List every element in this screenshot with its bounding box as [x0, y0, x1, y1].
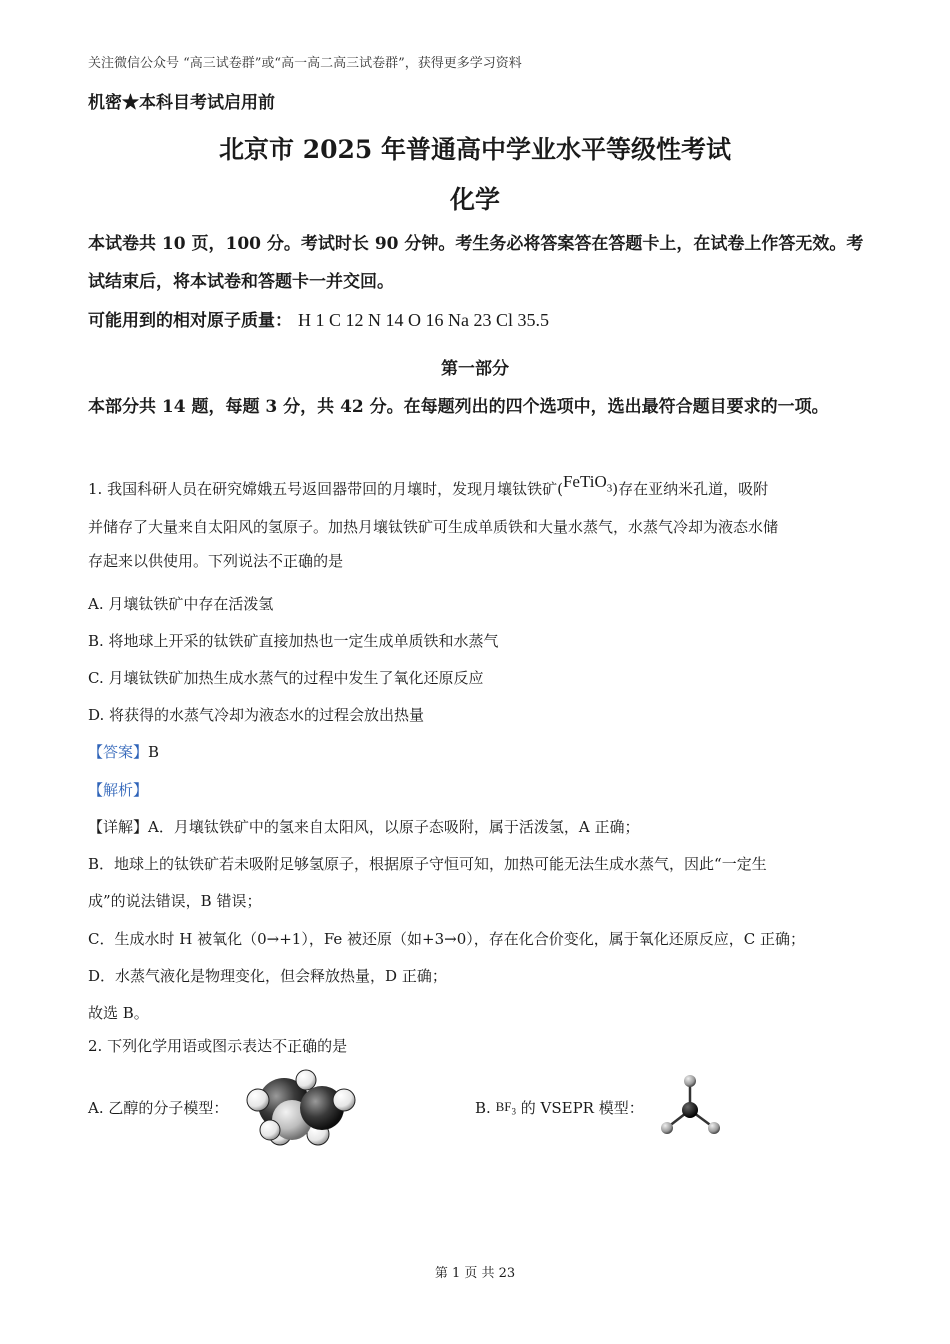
part-title: 第一部分	[441, 359, 509, 379]
q2-bf3-formula: $BF_3$	[495, 1099, 516, 1117]
q1-detail-a: 【详解】A．月壤钛铁矿中的氢来自太阳风，以原子态吸附，属于活泼氢，A 正确；	[88, 818, 640, 836]
bf3-vsepr-model-icon	[656, 1072, 726, 1142]
q1-option-a: A. 月壤钛铁矿中存在活泼氢	[88, 595, 274, 613]
emphasis-char: 不	[272, 1037, 288, 1055]
exam-title: 北京市 2025 年普通高中学业水平等级性考试	[219, 135, 731, 164]
page-footer: 第 1 页 共 23	[434, 1266, 516, 1281]
answer-label: 【答案】	[88, 743, 149, 761]
emphasis-char: 确	[298, 552, 314, 570]
atomic-masses	[88, 306, 549, 331]
q1-detail-c: C．生成水时 H 被氧化（0→+1），Fe 被还原（如+3→0），存在化合价变化，属于氧化还原反应，C 正确；	[88, 930, 806, 948]
emphasis-char: 正	[283, 552, 299, 570]
q1-conclusion: 故选 B。	[88, 1004, 149, 1022]
q1-stem-line3: 存起来以供使用。下列说法不正确的是	[88, 552, 344, 570]
q1-formula: FeTiO$_3$	[562, 472, 613, 495]
q1-answer	[88, 741, 868, 762]
q1-detail-b2: 成”的说法错误，B 错误；	[88, 892, 262, 910]
atomic-masses-label: 可能用到的相对原子质量：	[88, 311, 292, 331]
q1-stem-part: 1. 我国科研人员在研究嫦娥五号返回器带回的月壤时，发现月壤钛铁矿(	[88, 480, 563, 498]
q2-stem: 2. 下列化学用语或图示表达不正确的是	[88, 1037, 348, 1055]
analysis-label: 【解析】	[88, 781, 149, 799]
q1-stem-line2: 并储存了大量来自太阳风的氢原子。加热月壤钛铁矿可生成单质铁和大量水蒸气，水蒸气冷却为液态水储	[88, 518, 779, 536]
ethanol-model-icon	[240, 1068, 370, 1148]
q1-option-d: D. 将获得的水蒸气冷却为液态水的过程会放出热量	[88, 706, 425, 724]
answer-value: B	[148, 743, 160, 761]
part-description: 本部分共 14 题，每题 3 分，共 42 分。在每题列出的四个选项中，选出最符合题目要求的一项。	[88, 397, 829, 417]
emphasis-char: 不	[268, 552, 284, 570]
q2-option-a: A. 乙醇的分子模型：	[88, 1099, 229, 1117]
q1-option-b: B. 将地球上开采的钛铁矿直接加热也一定生成单质铁和水蒸气	[88, 632, 499, 650]
emphasis-char: 正	[287, 1037, 303, 1055]
q1-stem-line1	[88, 472, 868, 501]
exam-subject: 化学	[449, 185, 500, 214]
q1-detail-b1: B．地球上的钛铁矿若未吸附足够氢原子，根据原子守恒可知，加热可能无法生成水蒸气，因此“一定生	[88, 855, 767, 873]
emphasis-char: 确	[302, 1037, 318, 1055]
q1-detail-d: D．水蒸气液化是物理变化，但会释放热量，D 正确；	[88, 967, 447, 985]
exam-instructions: 本试卷共 10 页，100 分。考试时长 90 分钟。考生务必将答案答在答题卡上，在试卷上作答无效。考试结束后，将本试卷和答题卡一并交回。	[88, 234, 864, 292]
atomic-masses-values: H 1 C 12 N 14 O 16 Na 23 Cl 35.5	[298, 310, 549, 330]
q1-option-c: C. 月壤钛铁矿加热生成水蒸气的过程中发生了氧化还原反应	[88, 669, 484, 687]
q1-stem-part: )存在亚纳米孔道，吸附	[612, 480, 769, 498]
q2-option-b: B. $BF_3$ 的 VSEPR 模型：	[475, 1099, 644, 1117]
header-note: 关注微信公众号 “高三试卷群”或“高一高二高三试卷群”，获得更多学习资料	[88, 56, 522, 71]
confidential-label: 机密★本科目考试启用前	[88, 93, 275, 113]
